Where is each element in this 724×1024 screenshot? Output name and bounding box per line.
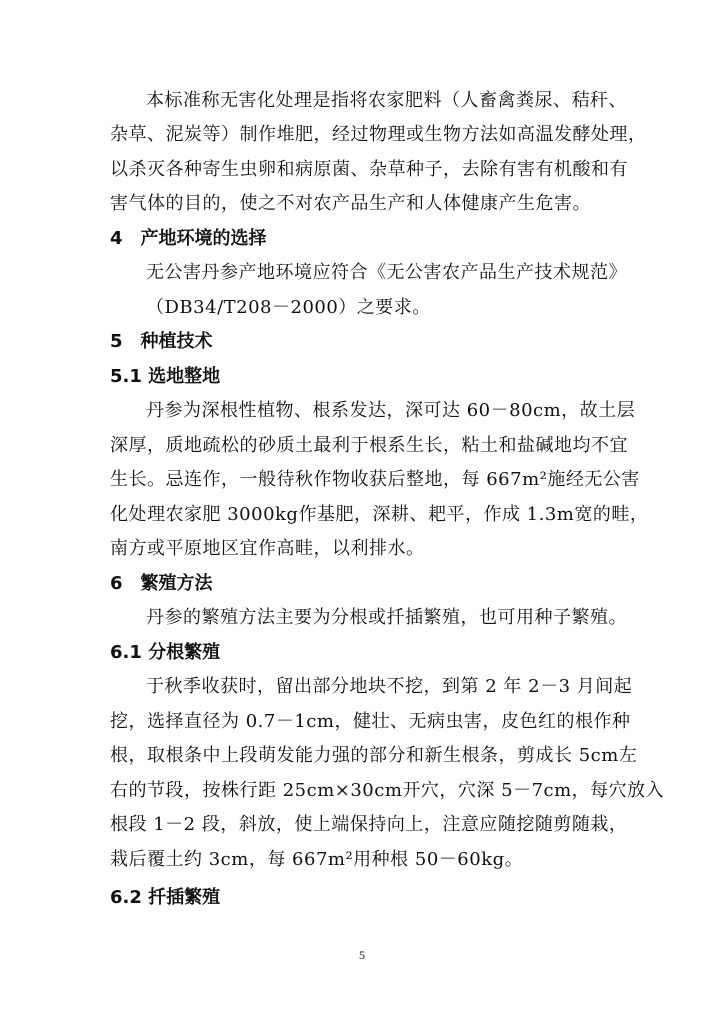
section-heading-6-1: 6.1 分根繁殖 [110, 642, 221, 663]
section-heading-6-2: 6.2 扦插繁殖 [110, 887, 221, 908]
paragraph-line: 栽后覆土约 3cm，每 667m²用种根 50－60kg。 [110, 849, 524, 870]
paragraph-line: 化处理农家肥 3000kg作基肥，深耕、耙平，作成 1.3m宽的畦， [110, 504, 649, 525]
paragraph-line: 丹参为深根性植物、根系发达，深可达 60－80cm，故土层 [146, 400, 636, 421]
paragraph-line: 丹参的繁殖方法主要为分根或扦插繁殖，也可用种子繁殖。 [146, 607, 627, 628]
paragraph-line: 害气体的目的，使之不对农产品生产和人体健康产生危害。 [110, 193, 591, 214]
paragraph-line: 根，取根条中上段萌发能力强的部分和新生根条，剪成长 5cm左 [110, 745, 638, 766]
paragraph-line: 右的节段，按株行距 25cm×30cm开穴，穴深 5－7cm，每穴放入 [110, 780, 665, 801]
paragraph-line: 杂草、泥炭等）制作堆肥，经过物理或生物方法如高温发酵处理， [110, 124, 647, 145]
paragraph-line: 南方或平原地区宜作高畦，以利排水。 [110, 538, 425, 559]
paragraph-line: 无公害丹参产地环境应符合《无公害农产品生产技术规范》 [146, 262, 627, 283]
section-heading-5-1: 5.1 选地整地 [110, 366, 221, 387]
paragraph-line: 根段 1－2 段，斜放，使上端保持向上，注意应随挖随剪随栽， [110, 814, 628, 835]
paragraph-line: 生长。忌连作，一般待秋作物收获后整地，每 667m²施经无公害 [110, 469, 640, 490]
paragraph-line: 挖，选择直径为 0.7－1cm，健壮、无病虫害，皮色红的根作种 [110, 711, 631, 732]
section-heading-4: 4 产地环境的选择 [110, 228, 267, 249]
paragraph-line: 本标准称无害化处理是指将农家肥料（人畜禽粪尿、秸秆、 [146, 90, 627, 111]
section-heading-5: 5 种植技术 [110, 331, 213, 352]
section-heading-6: 6 繁殖方法 [110, 573, 213, 594]
paragraph-line: （DB34/T208－2000）之要求。 [146, 297, 431, 318]
paragraph-line: 深厚，质地疏松的砂质土最利于根系生长，粘土和盐碱地均不宜 [110, 435, 628, 456]
page-number: 5 [359, 948, 365, 962]
paragraph-line: 以杀灭各种寄生虫卵和病原菌、杂草种子，去除有害有机酸和有 [110, 159, 628, 180]
paragraph-line: 于秋季收获时，留出部分地块不挖，到第 2 年 2－3 月间起 [146, 676, 633, 697]
